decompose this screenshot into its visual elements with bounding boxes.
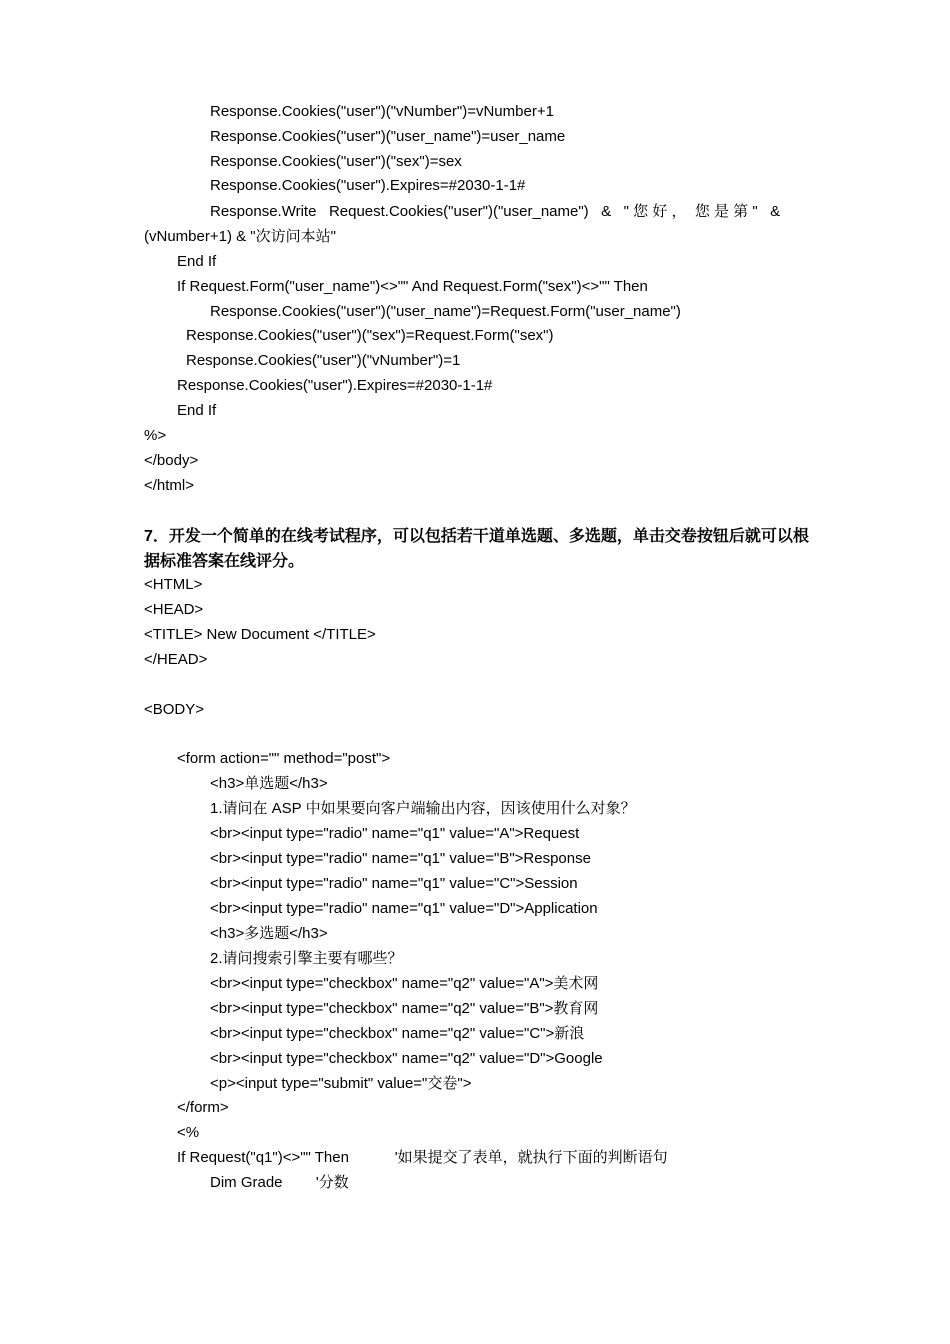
code-line: Response.Cookies("user")("sex")=sex xyxy=(210,153,462,170)
code-line: 2.请问搜索引擎主要有哪些？ xyxy=(210,950,403,967)
code-line: </form> xyxy=(177,1099,229,1116)
code-line: <p><input type="submit" value="交卷"> xyxy=(210,1075,472,1092)
code-line: <br><input type="radio" name="q1" value="B">Response xyxy=(210,850,591,867)
code-line: <br><input type="checkbox" name="q2" value="A">美术网 xyxy=(210,975,599,992)
code-line: Response.Cookies("user").Expires=#2030-1-1# xyxy=(210,177,526,194)
code-line: If Request.Form("user_name")<>"" And Request.Form("sex")<>"" Then xyxy=(177,278,648,295)
code-line: <br><input type="checkbox" name="q2" value="C">新浪 xyxy=(210,1025,585,1042)
code-line: <TITLE> New Document </TITLE> xyxy=(144,626,376,643)
code-line: <form action="" method="post"> xyxy=(177,750,391,767)
code-line: Response.Write Request.Cookies("user")("user_name") & " 您 好 ， 您 是 第 " & xyxy=(210,203,781,220)
code-line: Response.Cookies("user")("user_name")=Request.Form("user_name") xyxy=(210,303,681,320)
code-line: <br><input type="radio" name="q1" value="A">Request xyxy=(210,825,580,842)
code-line: </body> xyxy=(144,452,199,469)
code-line: <br><input type="radio" name="q1" value="C">Session xyxy=(210,875,578,892)
code-line: Response.Cookies("user").Expires=#2030-1-1# xyxy=(177,377,493,394)
code-line: <br><input type="radio" name="q1" value="D">Application xyxy=(210,900,598,917)
code-line: (vNumber+1) & "次访问本站" xyxy=(144,228,336,245)
code-line: End If xyxy=(177,402,217,419)
code-line: 1.请问在 ASP 中如果要向客户端输出内容，因该使用什么对象？ xyxy=(210,800,636,817)
code-line: <% xyxy=(177,1124,200,1141)
code-line: %> xyxy=(144,427,167,444)
code-line: <br><input type="checkbox" name="q2" value="D">Google xyxy=(210,1050,603,1067)
code-line: Response.Cookies("user")("sex")=Request.Form("sex") xyxy=(186,327,554,344)
code-line: <h3>单选题</h3> xyxy=(210,775,328,792)
code-line: Dim Grade '分数 xyxy=(210,1174,349,1191)
code-line: Response.Cookies("user")("vNumber")=vNumber+1 xyxy=(210,103,554,120)
code-line: <HTML> xyxy=(144,576,203,593)
code-line: <br><input type="checkbox" name="q2" value="B">教育网 xyxy=(210,1000,599,1017)
code-line: End If xyxy=(177,253,217,270)
code-line: Response.Cookies("user")("user_name")=user_name xyxy=(210,128,566,145)
code-line: If Request("q1")<>"" Then '如果提交了表单，就执行下面的判断语句 xyxy=(177,1149,668,1166)
section-heading: 7．开发一个简单的在线考试程序，可以包括若干道单选题、多选题，单击交卷按钮后就可以根据标准答案在线评分。 xyxy=(144,528,809,570)
code-line: <BODY> xyxy=(144,701,205,718)
code-line: </HEAD> xyxy=(144,651,208,668)
code-line: <HEAD> xyxy=(144,601,204,618)
code-line: Response.Cookies("user")("vNumber")=1 xyxy=(186,352,461,369)
code-line: </html> xyxy=(144,477,195,494)
code-line: <h3>多选题</h3> xyxy=(210,925,328,942)
